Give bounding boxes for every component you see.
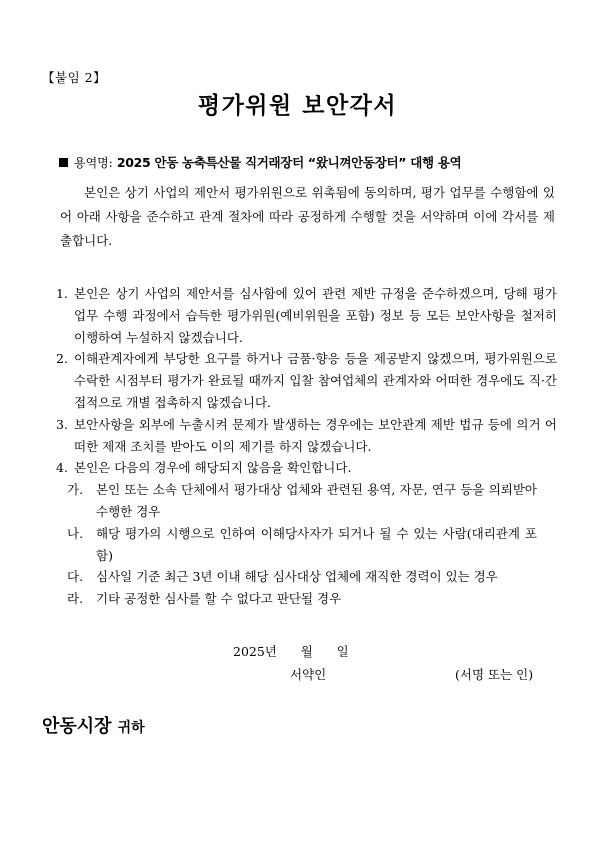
pledge-item-number: 4. [56, 460, 68, 476]
addressee-suffix: 귀하 [117, 720, 145, 736]
pledge-item-text: 보안사항을 외부에 누출시켜 문제가 발생하는 경우에는 보안관계 제반 법규 등에 의거 어떠한 제재 조치를 받아도 이의 제기를 하지 않겠습니다. [74, 416, 557, 454]
addressee-line [42, 712, 145, 738]
pledge-subitem [42, 588, 557, 610]
pledge-item-number: 1. [56, 286, 68, 301]
pledge-subitem [42, 566, 557, 588]
date-line: 2025년 월 일 [233, 644, 349, 659]
document-title: 평가위원 보안각서 [197, 93, 398, 119]
signature-note: (서명 또는 인) [455, 667, 534, 682]
service-name-line [59, 153, 461, 171]
addressee-name: 안동시장 [42, 716, 112, 737]
intro-paragraph: 본인은 상기 사업의 제안서 평가위원으로 위촉됨에 동의하며, 평가 업무를 수행함에 있어 아래 사항을 준수하고 관계 절차에 따라 공정하게 수행할 것을 서약하며 이에 각서를 제출합니다. [60, 185, 555, 248]
pledge-item-text: 본인은 상기 사업의 제안서를 심사함에 있어 관련 제반 규정을 준수하겠으며, 당해 평가 업무 수행 과정에서 습득한 평가위원(예비위원을 포함) 정보 등 모든 보안사항을 철저히 이행하여 누설하지 않겠습니다. [74, 286, 557, 345]
pledge-subitem-text: 심사일 기준 최근 3년 이내 해당 심사대상 업체에 재직한 경력이 있는 경우 [96, 569, 498, 585]
pledge-subitem-number: 가. [67, 482, 84, 498]
pledge-item-number: 2. [56, 351, 68, 367]
pledge-subitem-number: 다. [67, 569, 84, 585]
service-label: 용역명: [74, 156, 113, 170]
pledge-subitem-text: 기타 공정한 심사를 할 수 없다고 판단될 경우 [96, 591, 342, 607]
pledge-item [42, 457, 557, 479]
pledge-subitem-number: 나. [67, 525, 84, 541]
pledge-item [42, 348, 557, 413]
pledge-item-text: 본인은 다음의 경우에 해당되지 않음을 확인합니다. [74, 460, 352, 476]
pledge-subitem-text: 본인 또는 소속 단체에서 평가대상 업체와 관련된 용역, 자문, 연구 등을 의뢰받아 수행한 경우 [96, 482, 537, 519]
pledge-item-number: 3. [56, 416, 68, 432]
signer-label: 서약인 [290, 667, 327, 682]
pledge-item [42, 414, 557, 458]
pledge-subitem-text: 해당 평가의 시행으로 인하여 이해당사자가 되거나 될 수 있는 사람(대리관계 포함) [96, 525, 537, 563]
pledge-item [42, 283, 557, 348]
square-bullet-icon [59, 158, 68, 167]
pledge-subitem [42, 479, 557, 523]
attachment-label: 【붙임 2】 [42, 70, 107, 85]
pledge-subitem [42, 523, 557, 567]
pledge-item-text: 이해관계자에게 부당한 요구를 하거나 금품·향응 등을 제공받지 않겠으며, 평가위원으로 수락한 시점부터 평가가 완료될 때까지 입찰 참여업체의 관계자와 어떠한 경우에도 직·간접적으로 개별 접촉하지 않겠습니다. [74, 351, 557, 410]
pledge-list [42, 283, 557, 610]
pledge-subitem-number: 라. [67, 591, 84, 607]
service-value: 2025 안동 농축특산물 직거래장터 “왔니껴안동장터” 대행 용역 [116, 155, 462, 170]
